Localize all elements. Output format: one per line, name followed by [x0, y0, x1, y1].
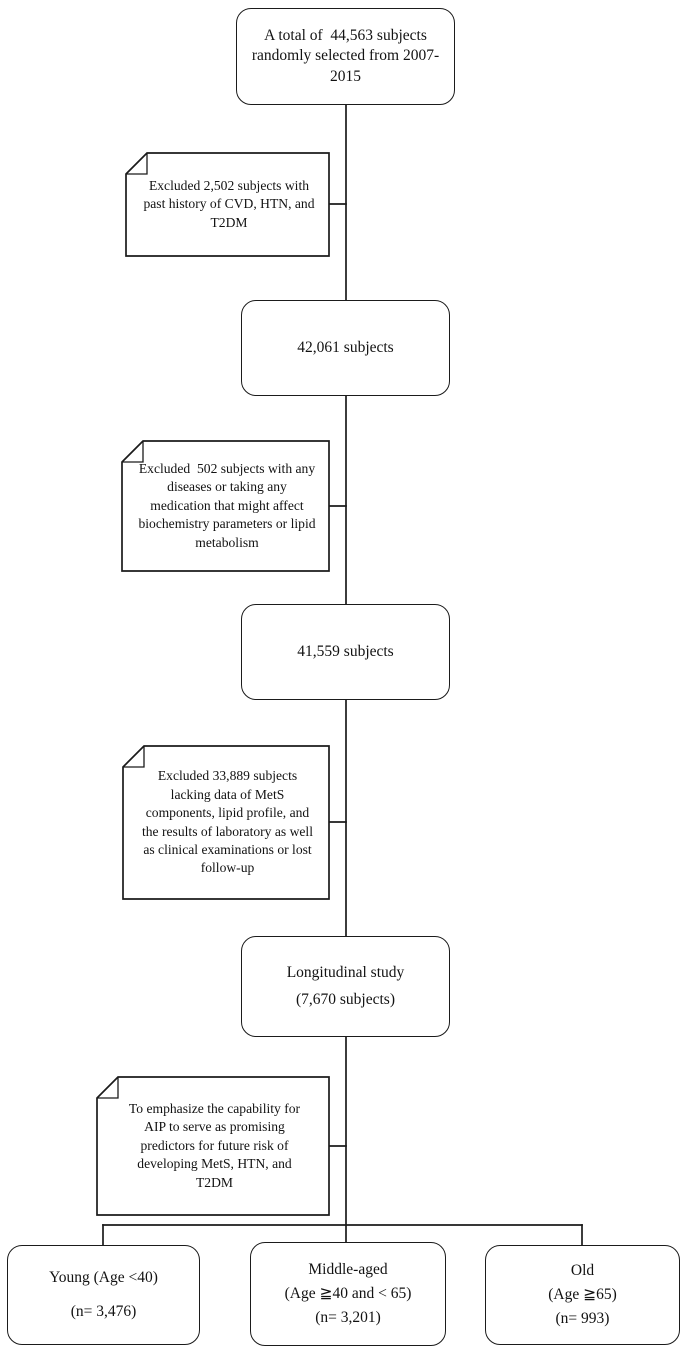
- exclusion-note-2-text: [121, 440, 330, 572]
- box-group-old: [485, 1245, 680, 1345]
- box-42061-subjects: [241, 300, 450, 396]
- text-line: developing MetS, HTN, and: [137, 1156, 292, 1172]
- text-line: the results of laboratory as well: [141, 823, 313, 839]
- text-line: 2015: [330, 67, 361, 85]
- purpose-note: [96, 1076, 330, 1216]
- text-line: medication that might affect: [150, 497, 304, 513]
- text-line: lacking data of MetS: [170, 786, 285, 802]
- text-line: biochemistry parameters or lipid: [138, 516, 316, 532]
- text-line: as clinical examinations or lost: [143, 841, 312, 857]
- exclusion-note-2: [121, 440, 330, 572]
- text-line: predictors for future risk of: [140, 1137, 289, 1153]
- text-line: randomly selected from 2007-: [251, 47, 440, 65]
- text-line: (Age ≧40 and < 65): [284, 1284, 412, 1302]
- text-line: Excluded 502 subjects with any: [138, 461, 316, 477]
- text-line: Young (Age <40): [49, 1268, 158, 1286]
- text-line: (n= 993): [555, 1310, 610, 1328]
- exclusion-note-1: [125, 152, 330, 257]
- text-line: (n= 3,201): [315, 1309, 381, 1327]
- text-line: A total of 44,563 subjects: [264, 27, 427, 45]
- box-group-middle-aged: [250, 1242, 446, 1346]
- text-line: Middle-aged: [308, 1260, 388, 1278]
- box-group-young: [7, 1245, 200, 1345]
- box-total-subjects: [236, 8, 455, 105]
- box-longitudinal-study: [241, 936, 450, 1037]
- text-line: follow-up: [200, 860, 255, 876]
- text-line: metabolism: [195, 534, 259, 550]
- text-line: Excluded 33,889 subjects: [157, 768, 298, 784]
- text-line: Excluded 2,502 subjects with: [148, 177, 310, 193]
- text-line: diseases or taking any: [167, 479, 287, 495]
- text-line: (Age ≧65): [548, 1285, 617, 1303]
- text-line: (n= 3,476): [70, 1303, 137, 1320]
- text-line: To emphasize the capability for: [128, 1101, 301, 1117]
- exclusion-note-1-text: [125, 152, 330, 257]
- text-line: T2DM: [210, 214, 248, 230]
- text-line: T2DM: [195, 1174, 233, 1190]
- text-line: Longitudinal study: [286, 963, 405, 981]
- purpose-note-text: [96, 1076, 330, 1216]
- text-line: (7,670 subjects): [295, 991, 395, 1008]
- text-line: AIP to serve as promising: [144, 1119, 285, 1135]
- text-line: components, lipid profile, and: [145, 805, 310, 821]
- box-41559-subjects: [241, 604, 450, 700]
- text-line: past history of CVD, HTN, and: [143, 196, 315, 212]
- text-line: 42,061 subjects: [297, 338, 394, 356]
- exclusion-note-3-text: [122, 745, 330, 900]
- exclusion-note-3: [122, 745, 330, 900]
- text-line: Old: [570, 1261, 595, 1279]
- text-line: 41,559 subjects: [297, 642, 394, 660]
